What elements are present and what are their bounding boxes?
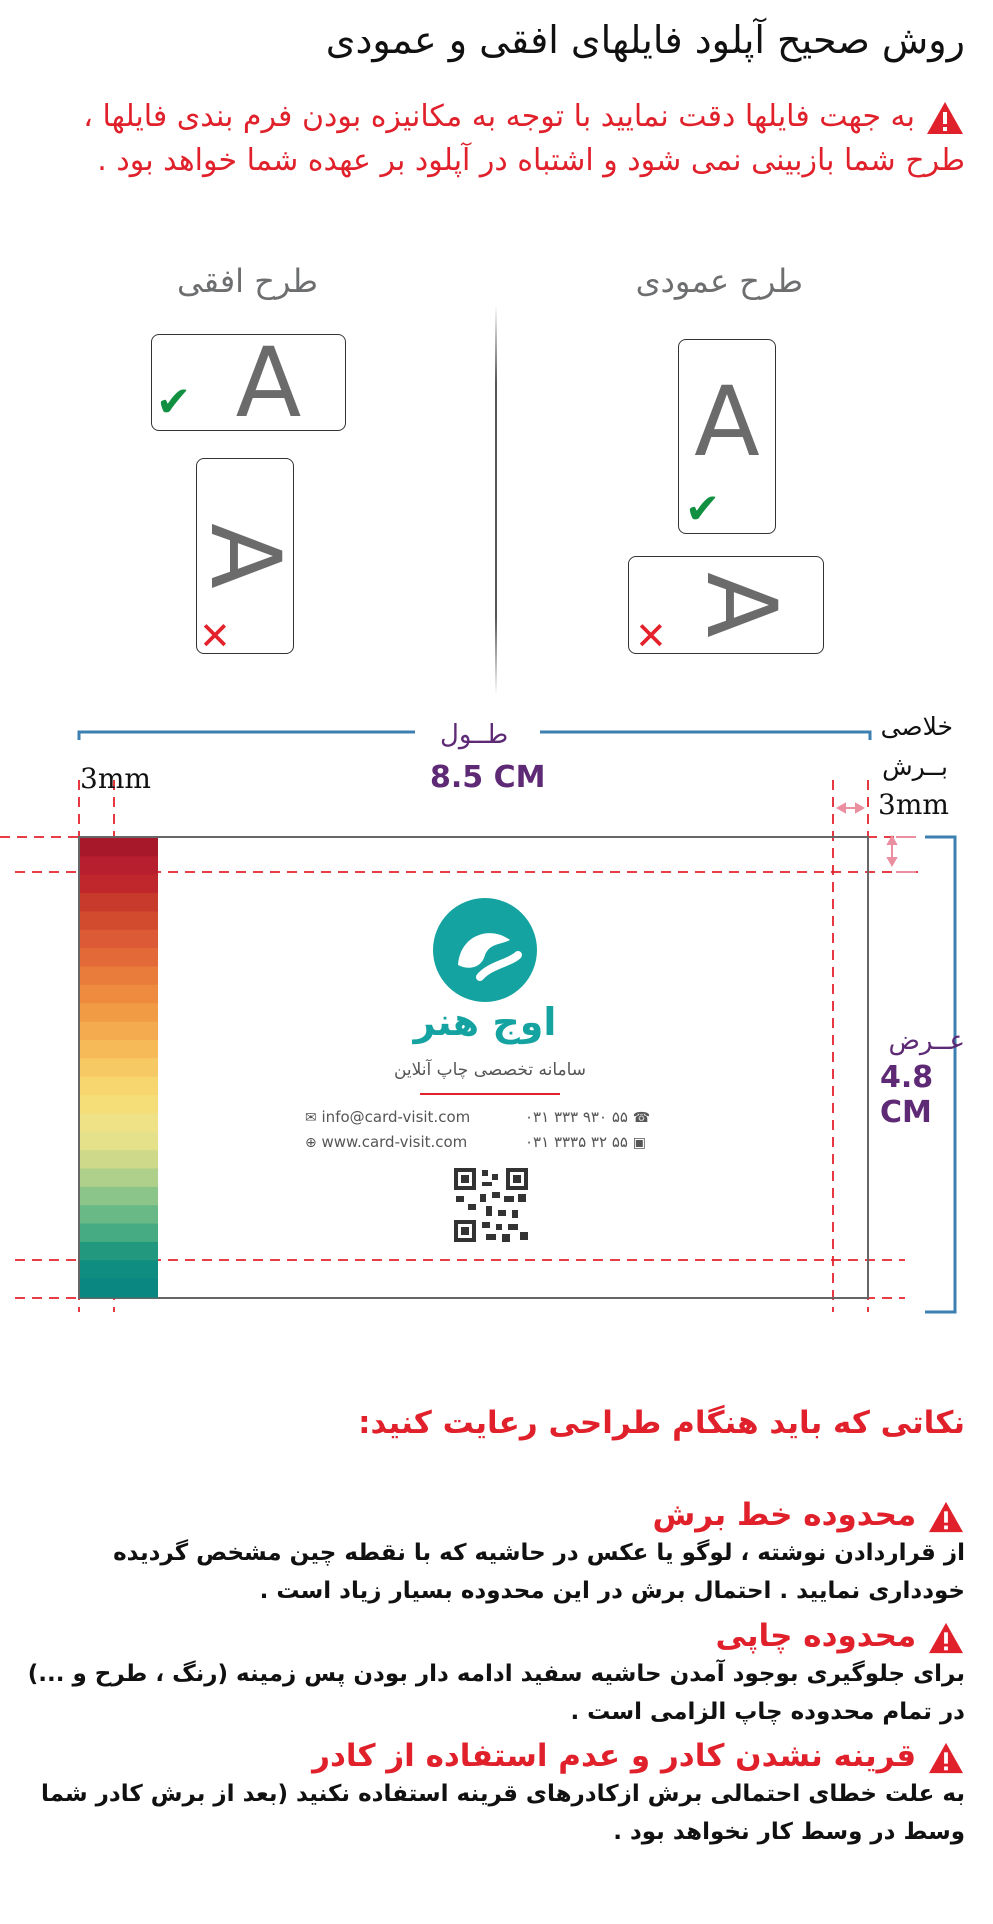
check-icon: ✔ xyxy=(156,377,192,426)
stripe-segment xyxy=(80,1058,158,1077)
mail-icon: ✉ xyxy=(305,1110,317,1126)
bleed-label-line2: بــرش xyxy=(882,752,948,781)
stripe-segment xyxy=(80,1168,158,1187)
stripe-segment xyxy=(80,967,158,986)
stripe-segment xyxy=(80,1224,158,1243)
letter-a: A xyxy=(235,326,302,439)
warning-icon xyxy=(925,100,965,136)
left-bleed-value: 3mm xyxy=(80,762,151,795)
warning-message xyxy=(25,95,965,183)
tagline-underline xyxy=(420,1093,560,1095)
brand-tagline: سامانه تخصصی چاپ آنلاین xyxy=(393,1060,587,1080)
stripe-segment xyxy=(80,1260,158,1279)
stripe-segment xyxy=(80,1077,158,1096)
bleed-label-line1: خلاصی xyxy=(880,712,953,741)
vertical-design-heading: طرح عمودی xyxy=(635,262,803,300)
check-icon: ✔ xyxy=(685,484,721,533)
stripe-segment xyxy=(80,1022,158,1041)
email-row xyxy=(305,1108,470,1126)
phone-icon: ☎ xyxy=(632,1110,651,1126)
stripe-segment xyxy=(80,1132,158,1151)
warning-text: به جهت فایلها دقت نمایید با توجه به مکانیزه بودن فرم بندی فایلها ، طرح شما بازبینی نمی شود و اشتباه در آپلود بر عهده شما خواهد بود . xyxy=(83,99,965,178)
fax-row xyxy=(525,1133,646,1151)
warning-icon xyxy=(927,1621,965,1655)
vertical-card-wrong xyxy=(628,556,824,658)
width-value: 4.8 CM xyxy=(880,1060,934,1130)
stripe-segment xyxy=(80,856,158,875)
stripe-segment xyxy=(80,1279,158,1298)
printer-icon: ▣ xyxy=(632,1135,646,1151)
warning-icon xyxy=(927,1500,965,1534)
tips-title: نکاتی که باید هنگام طراحی رعایت کنید: xyxy=(358,1405,965,1441)
stripe-segment xyxy=(80,948,158,967)
page-title: روش صحیح آپلود فایلهای افقی و عمودی xyxy=(325,18,965,62)
vertical-card-correct xyxy=(678,339,776,534)
letter-a-rotated: A xyxy=(684,572,797,638)
tip-body: از قراردادن نوشته ، لوگو یا عکس در حاشیه که با نقطه چین مشخص گردیده خودداری نمایید . احتمال برش در این محدوده بسیار زیاد است . xyxy=(113,1539,965,1604)
horizontal-card-correct xyxy=(151,326,346,439)
brand-logo xyxy=(430,895,540,1005)
stripe-segment xyxy=(80,1205,158,1224)
stripe-segment xyxy=(80,1187,158,1206)
fax-text: ۰۳۱ ۳۳۳۵ ۳۲ ۵۵ xyxy=(525,1133,628,1151)
website-row xyxy=(305,1133,467,1151)
cross-icon: ✕ xyxy=(199,614,231,658)
tip-1 xyxy=(25,1497,965,1610)
stripe-segment xyxy=(80,911,158,930)
globe-icon: ⊕ xyxy=(305,1135,317,1151)
email-text: info@card-visit.com xyxy=(321,1108,471,1126)
brand-name: اوج هنر xyxy=(413,1000,557,1044)
tip-heading: محدوده چاپی xyxy=(715,1618,917,1654)
stripe-segment xyxy=(80,838,158,857)
width-label: عــرض xyxy=(888,1026,965,1056)
stripe-segment xyxy=(80,985,158,1004)
letter-a-rotated: A xyxy=(188,523,301,589)
color-stripe xyxy=(80,838,158,1298)
tip-2 xyxy=(25,1618,965,1731)
logo-icon xyxy=(430,895,540,1005)
tip-heading: محدوده خط برش xyxy=(652,1497,917,1533)
length-label: طــول xyxy=(440,720,509,750)
phone-row xyxy=(525,1108,650,1126)
stripe-segment xyxy=(80,1242,158,1261)
tip-3 xyxy=(25,1738,965,1851)
stripe-segment xyxy=(80,1003,158,1022)
stripe-segment xyxy=(80,1113,158,1132)
tip-body: برای جلوگیری بوجود آمدن حاشیه سفید ادامه دار بودن پس زمینه (رنگ ، طرح و ...) در تمام محدوده چاپ الزامی است . xyxy=(27,1660,965,1725)
cross-icon: ✕ xyxy=(635,614,667,658)
stripe-segment xyxy=(80,875,158,894)
horizontal-card-wrong xyxy=(188,458,301,658)
tip-heading: قرینه نشدن کادر و عدم استفاده از کادر xyxy=(312,1738,917,1774)
warning-icon xyxy=(927,1741,965,1775)
tip-body: به علت خطای احتمالی برش ازکادرهای قرینه استفاده نکنید (بعد از برش کادر شما وسط در وسط کار نخواهد بود . xyxy=(41,1780,965,1845)
horizontal-design-heading: طرح افقی xyxy=(177,262,318,300)
stripe-segment xyxy=(80,930,158,949)
stripe-segment xyxy=(80,893,158,912)
qr-code-icon xyxy=(452,1166,530,1244)
stripe-segment xyxy=(80,1095,158,1114)
length-value: 8.5 CM xyxy=(430,760,546,795)
phone-text: ۰۳۱ ۳۳۳ ۹۳۰ ۵۵ xyxy=(525,1108,628,1126)
center-divider xyxy=(495,305,497,695)
website-text: www.card-visit.com xyxy=(321,1133,468,1151)
bleed-value: 3mm xyxy=(878,788,949,821)
letter-a: A xyxy=(694,365,760,478)
stripe-segment xyxy=(80,1150,158,1169)
stripe-segment xyxy=(80,1040,158,1059)
